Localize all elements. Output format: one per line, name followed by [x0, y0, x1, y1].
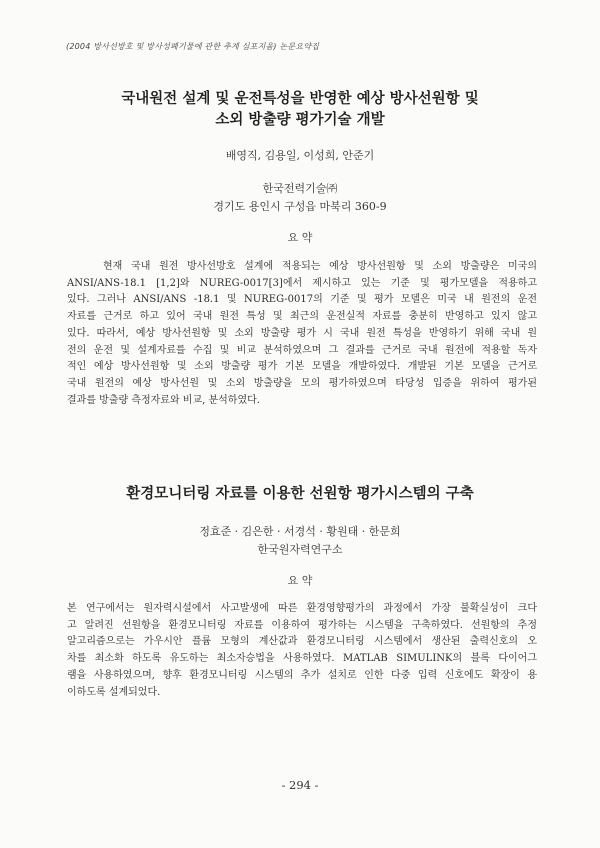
abstract-line: 전의 운전 및 설계자료를 수집 및 비교 분석하였으며 그 결과를 근거로 국내 원전에 적용할 독자	[67, 344, 537, 356]
abstract-line: 본 연구에서는 원자력시설에서 사고발생에 따른 환경영향평가의 과정에서 가장 불확실성이 크다	[67, 603, 537, 614]
paper2-authors: 정효준 · 김은한 · 서경석 · 황원태 · 한문희	[199, 525, 401, 538]
abstract-line: 알고리즘으로는 가우시안 플륨 모형의 계산값과 환경모니터링 시스템에서 생산된 출력신호의 오	[67, 636, 537, 648]
paper1-address: 경기도 용인시 구성읍 마북리 360-9	[213, 200, 387, 213]
abstract-line: 자료를 근거로 하고 있어 국내 원전 특성 및 최근의 운전실적 자료를 충분히 반영하고 있지 않고	[67, 311, 537, 323]
abstract-line: 있다. 그러나 ANSI/ANS -18.1 및 NUREG-0017의 기준 및 평가 모델은 미국 내 원전의 운전	[67, 294, 537, 306]
abstract-line: 결과를 방출량 측정자료와 비교, 분석하였다.	[67, 394, 260, 406]
page-number: - 294 -	[281, 778, 319, 792]
paper2-abstract	[67, 601, 537, 701]
abstract-line: 적인 예상 방사선원항 및 소외 방출량 평가 기본 모델을 개발하였다. 개발된 기본 모델을 근거로	[67, 361, 537, 373]
paper2-abstract-heading: 요 약	[287, 574, 313, 587]
abstract-line: ANSI/ANS-18.1 [1,2]와 NUREG-0017[3]에서 제시하고 있는 기준 및 평가모델을 적용하고	[67, 277, 537, 289]
paper1-title-line2: 소외 방출량 평가기술 개발	[215, 111, 385, 128]
abstract-line: 현재 국내 원전 방사선방호 설계에 적용되는 예상 방사선원항 및 소외 방출량은 미국의	[103, 261, 537, 272]
paper1-abstract-heading: 요 약	[287, 231, 313, 244]
paper1-abstract	[67, 259, 537, 409]
proceedings-header: (2004 방사선방호 및 방사성폐기물에 관한 추계 심포지움) 논문요약집	[66, 42, 320, 51]
abstract-line: 램을 사용하였으며, 향후 환경모니터링 시스템의 추가 설치로 인한 다중 입력 신호에도 확장이 용	[67, 669, 537, 681]
paper1-title	[0, 88, 600, 130]
paper2-affiliation: 한국원자력연구소	[257, 543, 343, 556]
paper2-title: 환경모니터링 자료를 이용한 선원항 평가시스템의 구축	[126, 485, 474, 502]
abstract-line: 이하도록 설계되었다.	[67, 686, 161, 698]
abstract-line: 국내 원전의 예상 방사선원 및 소외 방출량을 모의 평가하였으며 타당성 입증을 위하여 평가된	[67, 377, 537, 389]
abstract-line: 고 알려진 선원항을 환경모니터링 자료를 이용하여 평가하는 시스템을 구축하였다. 선원항의 추정	[67, 619, 537, 631]
abstract-line: 차를 최소화 하도록 유도하는 최소자승법을 사용하였다. MATLAB SIMULINK의 블록 다이어그	[67, 653, 537, 665]
paper1-authors: 배영직, 김용일, 이성희, 안준기	[225, 149, 375, 162]
abstract-line: 있다. 따라서, 예상 방사선원항 및 소외 방출량 평가 시 국내 원전 특성을 반영하기 위해 국내 원	[67, 327, 537, 339]
paper1-title-line1: 국내원전 설계 및 운전특성을 반영한 예상 방사선원항 및	[121, 90, 479, 107]
paper1-affiliation: 한국전력기술㈜	[262, 182, 338, 195]
